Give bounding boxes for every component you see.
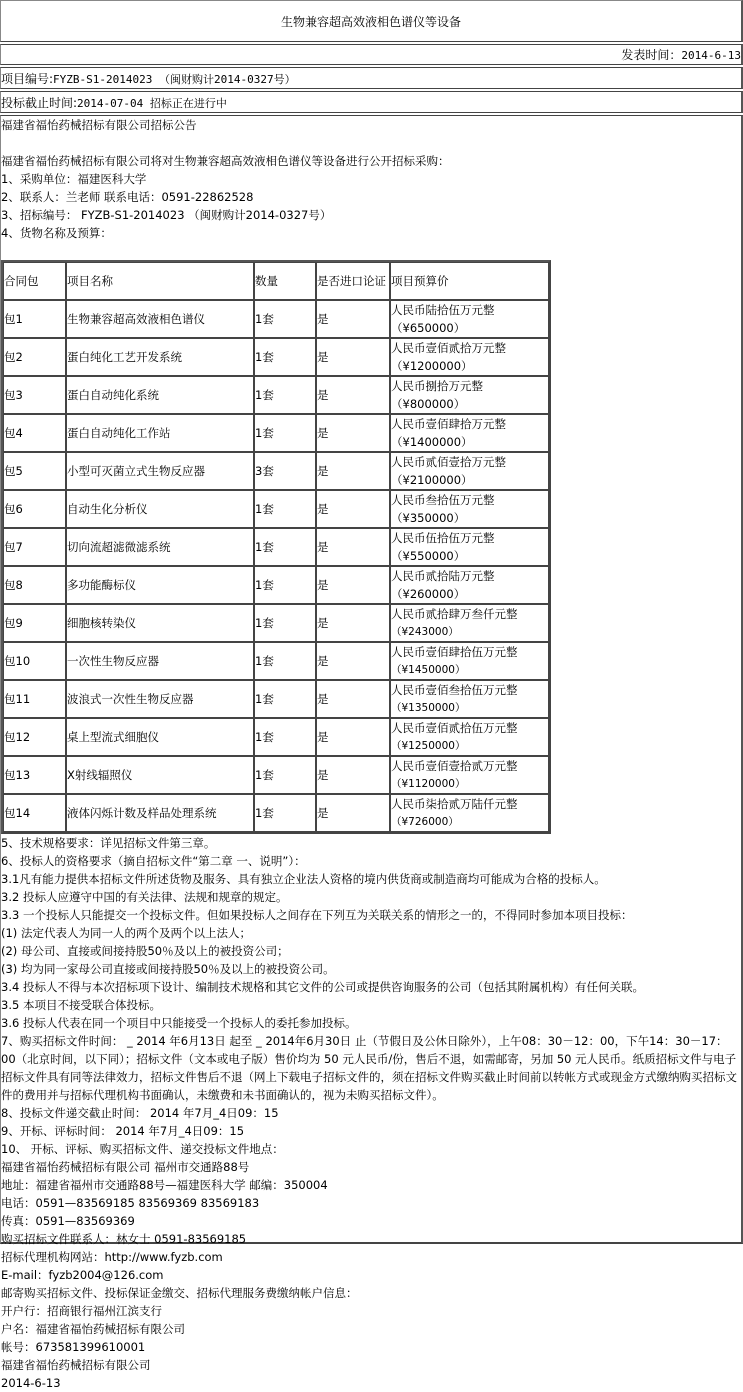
- requirement-3-3-3: (3) 均为同一家母公司直接或间接持股50％及以上的被投资公司。: [1, 962, 335, 976]
- cell-name: 蛋白自动纯化系统: [66, 376, 254, 414]
- project-no-label: 项目编号:: [1, 72, 54, 86]
- requirement-3-3-2: (2) 母公司、直接或间接持股50％及以上的被投资公司；: [1, 944, 289, 958]
- cell-package: 包5: [3, 452, 66, 490]
- table-row: [3, 680, 549, 718]
- cell-qty: 1套: [254, 566, 316, 604]
- cell-budget: 人民币捌拾万元整（¥800000）: [390, 376, 549, 414]
- cell-budget: 人民币陆拾伍万元整（¥650000）: [390, 300, 549, 338]
- cell-budget: [390, 604, 549, 642]
- publish-date-row: [0, 44, 743, 65]
- qualification-heading: 6、投标人的资格要求（摘自招标文件“第二章 一、说明”）：: [1, 854, 306, 868]
- budget-amount: （¥243000）: [391, 626, 459, 638]
- cell-package: 包3: [3, 376, 66, 414]
- goods-table: [1, 260, 551, 834]
- cell-import: 是: [316, 680, 390, 718]
- account-name: 户名：福建省福怡药械招标有限公司: [1, 1322, 185, 1336]
- cell-name: 液体闪烁计数及样品处理系统: [66, 794, 254, 832]
- table-row: [3, 528, 549, 566]
- cell-qty: 1套: [254, 528, 316, 566]
- cell-qty: 1套: [254, 604, 316, 642]
- cell-name: 蛋白自动纯化工作站: [66, 414, 254, 452]
- deadline-value: 2014-07-04 招标正在进行中: [77, 97, 227, 110]
- cell-qty: 1套: [254, 680, 316, 718]
- budget-text: 人民币贰拾肆万叁仟元整: [391, 607, 518, 621]
- budget-amount: （¥1350000）: [391, 702, 466, 714]
- cell-import: 是: [316, 528, 390, 566]
- notice-heading: 福建省福怡药械招标有限公司招标公告: [1, 118, 197, 132]
- cell-import: 是: [316, 604, 390, 642]
- publish-date: 2014-6-13: [681, 49, 741, 62]
- cell-name: 切向流超滤微滤系统: [66, 528, 254, 566]
- cell-name: 波浪式一次性生物反应器: [66, 680, 254, 718]
- goods-budget-heading: 4、货物名称及预算：: [1, 226, 112, 240]
- purchase-time: 7、购买招标文件时间： _ 2014 年6月13日 起至 _ 2014年6月30日 止（节假日及公休日除外），上午08：30－12：00，下午14：30－17：00（北京时间，以下同）；招标文件（文本或电子版）售价均为 50 元人民币/份，售后不退，如需邮寄，另加 50 元人民币。纸质招标文件与电子招标文件具有同等法律效力，招标文件售后不退（网上下载电子招标文件的，须在招标文件购买截止时间前以转帐方式或现金方式缴纳购买招标文件的费用并与招标代理机构书面确认，未缴费和未书面确认的，视为未购买招标文件）。: [1, 1034, 737, 1102]
- budget-amount: （¥1450000）: [391, 664, 466, 676]
- cell-name: 一次性生物反应器: [66, 642, 254, 680]
- page-title: [0, 0, 743, 42]
- cell-qty: 1套: [254, 300, 316, 338]
- header-item-name: 项目名称: [66, 262, 254, 300]
- budget-amount: （¥726000）: [391, 816, 459, 828]
- cell-package: 包8: [3, 566, 66, 604]
- table-row: [3, 300, 549, 338]
- cell-budget: 人民币叁拾伍万元整（¥350000）: [390, 490, 549, 528]
- cell-qty: 1套: [254, 794, 316, 832]
- requirement-3-5: 3.5 本项目不接受联合体投标。: [1, 998, 161, 1012]
- cell-import: 是: [316, 376, 390, 414]
- cell-qty: 1套: [254, 414, 316, 452]
- budget-text: 人民币壹佰叁拾伍万元整: [391, 683, 518, 697]
- deadline-row: [0, 91, 743, 113]
- cell-name: 小型可灭菌立式生物反应器: [66, 452, 254, 490]
- table-row: [3, 338, 549, 376]
- cell-name: 多功能酶标仪: [66, 566, 254, 604]
- header-quantity: 数量: [254, 262, 316, 300]
- notice-intro: 福建省福怡药械招标有限公司将对生物兼容超高效液相色谱仪等设备进行公开招标采购：: [1, 154, 450, 168]
- cell-qty: 1套: [254, 756, 316, 794]
- deadline-label: 投标截止时间:: [1, 96, 78, 110]
- budget-amount: （¥1250000）: [391, 740, 466, 752]
- purchaser: 1、采购单位：福建医科大学: [1, 172, 147, 186]
- requirement-3-4: 3.4 投标人不得与本次招标项下设计、编制技术规格和其它文件的公司或提供咨询服务的公司（包括其附属机构）有任何关联。: [1, 980, 644, 994]
- cell-import: 是: [316, 756, 390, 794]
- cell-import: 是: [316, 642, 390, 680]
- cell-qty: 1套: [254, 490, 316, 528]
- header-budget: 项目预算价: [390, 262, 549, 300]
- location-heading: 10、 开标、评标、购买招标文件、递交投标文件地点：: [1, 1142, 284, 1156]
- cell-package: 包1: [3, 300, 66, 338]
- requirement-3-1: 3.1凡有能力提供本招标文件所述货物及服务、具有独立企业法人资格的境内供货商或制造商均可能成为合格的投标人。: [1, 872, 606, 886]
- table-row: [3, 718, 549, 756]
- cell-qty: 1套: [254, 718, 316, 756]
- cell-package: 包9: [3, 604, 66, 642]
- requirement-3-2: 3.2 投标人应遵守中国的有关法律、法规和规章的规定。: [1, 890, 288, 904]
- cell-package: 包2: [3, 338, 66, 376]
- requirement-3-3-1: (1) 法定代表人为同一人的两个及两个以上法人；: [1, 926, 251, 940]
- cell-package: 包14: [3, 794, 66, 832]
- website: 招标代理机构网站：http://www.fyzb.com: [1, 1250, 223, 1264]
- cell-qty: 1套: [254, 376, 316, 414]
- table-row: [3, 642, 549, 680]
- fax: 传真：0591—83569369: [1, 1214, 135, 1228]
- cell-package: 包10: [3, 642, 66, 680]
- cell-budget: [390, 642, 549, 680]
- table-row: [3, 604, 549, 642]
- table-header-row: [3, 262, 549, 300]
- cell-package: 包12: [3, 718, 66, 756]
- opening-time: 9、开标、评标时间： 2014 年7月_4日09：15: [1, 1124, 245, 1138]
- cell-import: 是: [316, 300, 390, 338]
- cell-budget: 人民币壹佰贰拾万元整（¥1200000）: [390, 338, 549, 376]
- header-package: 合同包: [3, 262, 66, 300]
- cell-name: 生物兼容超高效液相色谱仪: [66, 300, 254, 338]
- budget-text: 人民币壹佰肆拾伍万元整: [391, 645, 518, 659]
- cell-budget: 人民币贰佰壹拾万元整（¥2100000）: [390, 452, 549, 490]
- budget-amount: （¥1120000）: [391, 778, 466, 790]
- cell-import: 是: [316, 718, 390, 756]
- cell-name: 桌上型流式细胞仪: [66, 718, 254, 756]
- budget-text: 人民币柒拾贰万陆仟元整: [391, 797, 518, 811]
- account-number: 帐号：673581399610001: [1, 1340, 146, 1354]
- cell-import: 是: [316, 490, 390, 528]
- publish-label: 发表时间：: [621, 48, 682, 62]
- cell-budget: 人民币贰拾陆万元整（¥260000）: [390, 566, 549, 604]
- address: 地址：福建省福州市交通路88号—福建医科大学 邮编：350004: [1, 1178, 328, 1192]
- announcement-body: [0, 115, 743, 1390]
- buyer-contact: 购买招标文件联系人：林女士 0591-83569185: [1, 1232, 247, 1246]
- cell-import: 是: [316, 566, 390, 604]
- project-number-row: [0, 67, 743, 89]
- requirement-3-6: 3.6 投标人代表在同一个项目中只能接受一个投标人的委托参加投标。: [1, 1016, 357, 1030]
- table-row: [3, 414, 549, 452]
- cell-budget: 人民币壹佰肆拾万元整（¥1400000）: [390, 414, 549, 452]
- cell-package: 包4: [3, 414, 66, 452]
- cell-qty: 1套: [254, 338, 316, 376]
- submission-deadline: 8、投标文件递交截止时间： 2014 年7月_4日09：15: [1, 1106, 279, 1120]
- contact-person: 2、联系人：兰老师 联系电话：0591-22862528: [1, 190, 254, 204]
- cell-import: 是: [316, 414, 390, 452]
- cell-package: 包6: [3, 490, 66, 528]
- cell-package: 包11: [3, 680, 66, 718]
- table-row: [3, 490, 549, 528]
- cell-qty: 3套: [254, 452, 316, 490]
- table-row: [3, 566, 549, 604]
- table-row: [3, 376, 549, 414]
- cell-import: 是: [316, 338, 390, 376]
- cell-name: X射线辐照仪: [66, 756, 254, 794]
- project-no-value: FYZB-S1-2014023 （闽财购计2014-0327号）: [53, 73, 296, 86]
- cell-budget: 人民币伍拾伍万元整（¥550000）: [390, 528, 549, 566]
- cell-name: 自动生化分析仪: [66, 490, 254, 528]
- tech-spec: 5、技术规格要求：详见招标文件第三章。: [1, 836, 216, 850]
- cell-import: 是: [316, 452, 390, 490]
- cell-budget: [390, 718, 549, 756]
- cell-budget: [390, 680, 549, 718]
- cell-import: 是: [316, 794, 390, 832]
- cell-budget: [390, 794, 549, 832]
- header-import: 是否进口论证: [316, 262, 390, 300]
- table-row: [3, 452, 549, 490]
- requirement-3-3: 3.3 一个投标人只能提交一个投标文件。但如果投标人之间存在下列互为关联关系的情形之一的，不得同时参加本项目投标：: [1, 908, 633, 922]
- budget-text: 人民币壹佰贰拾伍万元整: [391, 721, 518, 735]
- tender-number: 3、招标编号： FYZB-S1-2014023 （闽财购计2014-0327号）: [1, 208, 332, 222]
- email: E-mail：fyzb2004@126.com: [1, 1268, 164, 1282]
- table-row: [3, 756, 549, 794]
- title-text: 生物兼容超高效液相色谱仪等设备: [280, 15, 461, 29]
- cell-qty: 1套: [254, 642, 316, 680]
- cell-name: 蛋白纯化工艺开发系统: [66, 338, 254, 376]
- sign-date: 2014-6-13: [1, 1376, 61, 1390]
- account-heading: 邮寄购买招标文件、投标保证金缴交、招标代理服务费缴纳帐户信息：: [1, 1286, 358, 1300]
- budget-text: 人民币壹佰壹拾贰万元整: [391, 759, 518, 773]
- cell-package: 包13: [3, 756, 66, 794]
- bank: 开户行：招商银行福州江滨支行: [1, 1304, 162, 1318]
- cell-budget: [390, 756, 549, 794]
- table-row: [3, 794, 549, 832]
- signature: 福建省福怡药械招标有限公司: [1, 1358, 151, 1372]
- cell-package: 包7: [3, 528, 66, 566]
- phone: 电话：0591—83569185 83569369 83569183: [1, 1196, 260, 1210]
- company-address: 福建省福怡药械招标有限公司 福州市交通路88号: [1, 1160, 250, 1174]
- cell-name: 细胞核转染仪: [66, 604, 254, 642]
